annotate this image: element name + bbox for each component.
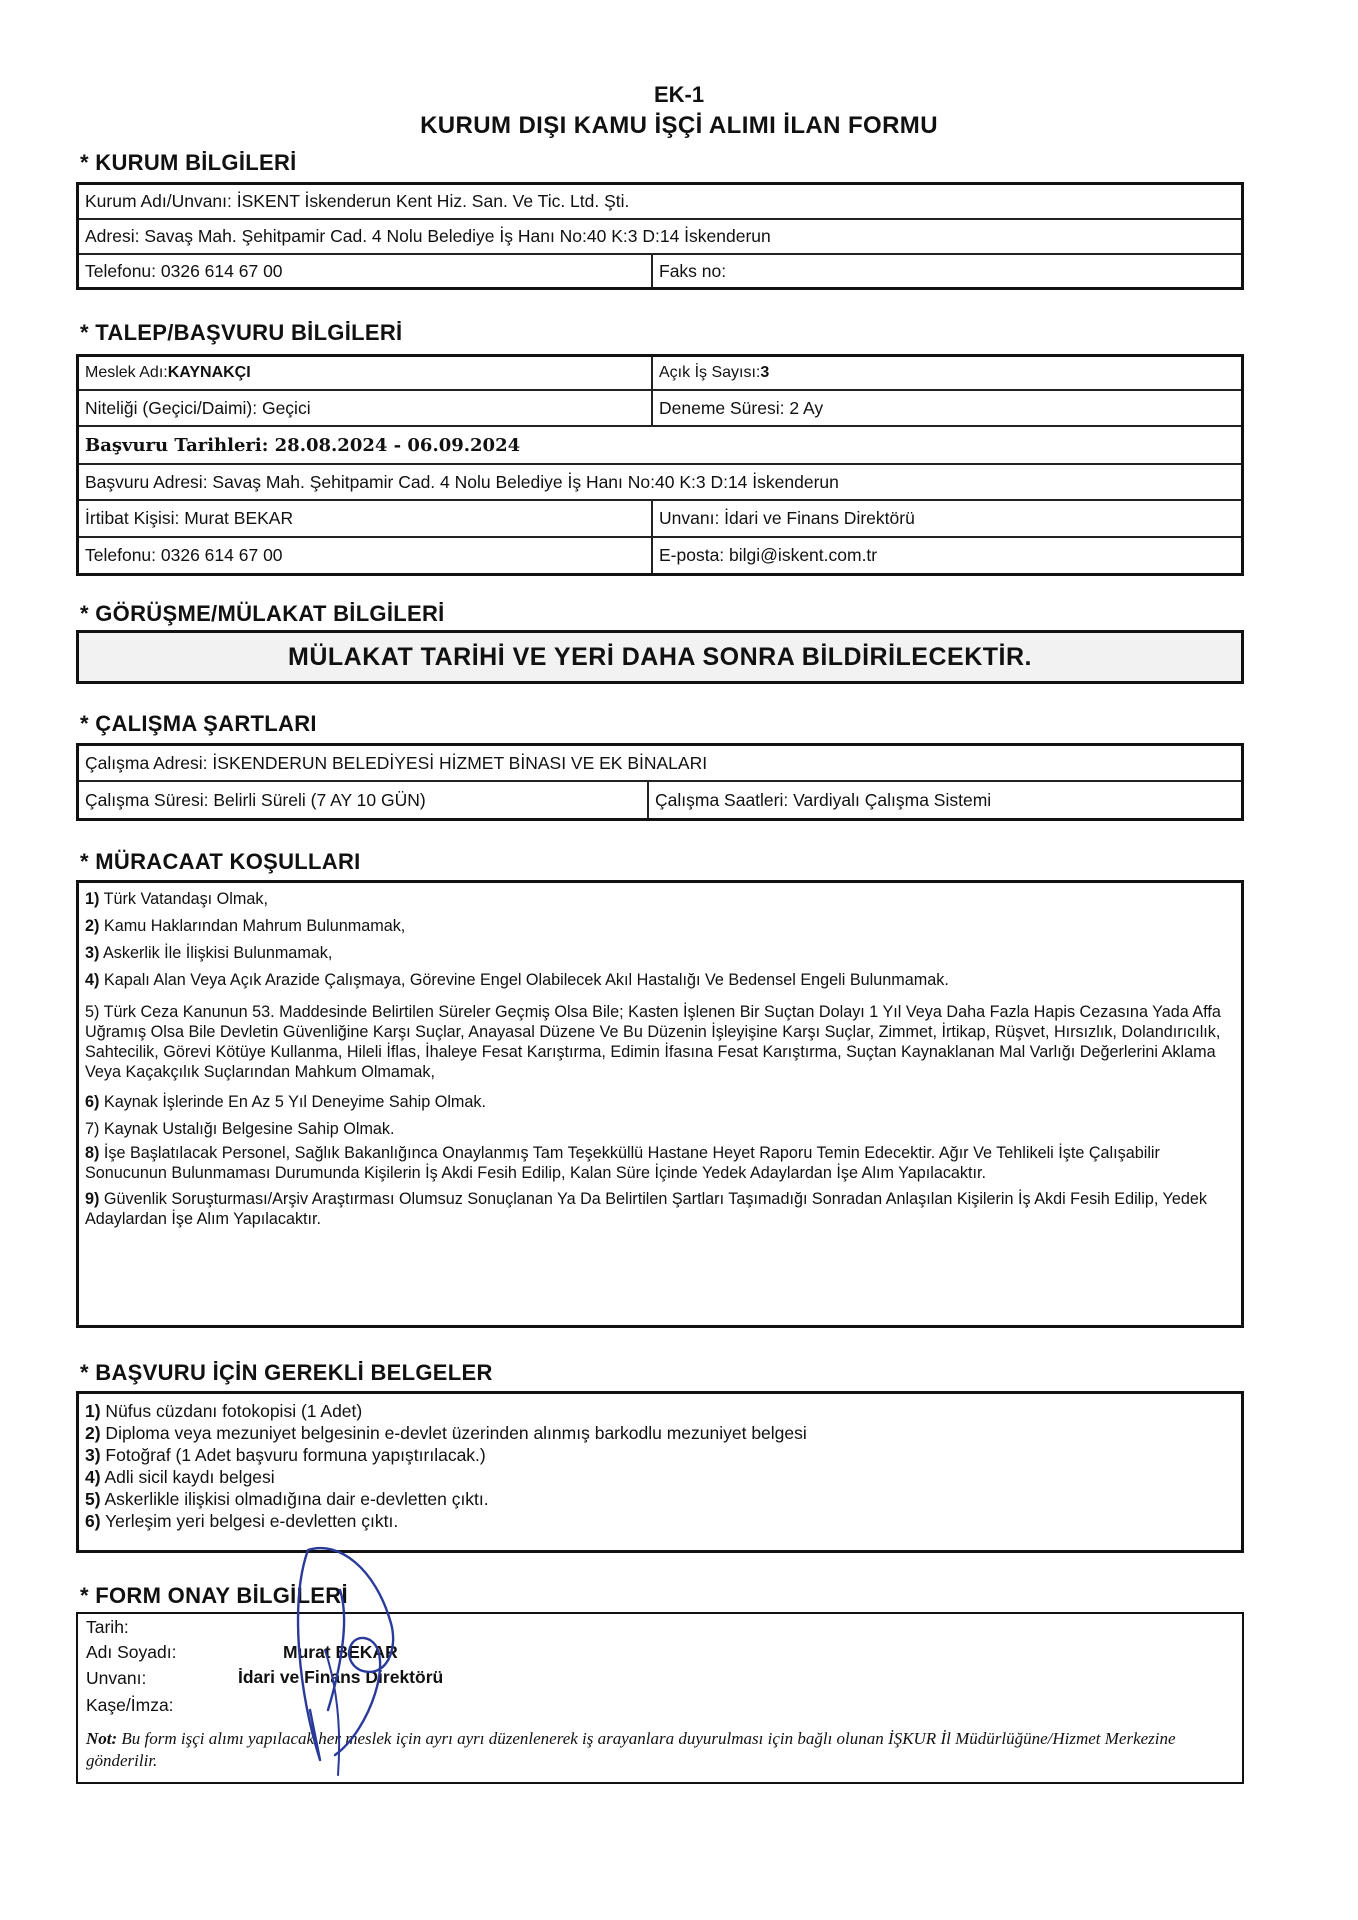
belge-item-2: 2) Diploma veya mezuniyet belgesinin e-devlet üzerinden alınmış barkodlu mezuniyet belgesi bbox=[85, 1423, 807, 1443]
talep-telefon: Telefonu: 0326 614 67 00 bbox=[79, 538, 653, 573]
belge-item-3: 3) Fotoğraf (1 Adet başvuru formuna yapıştırılacak.) bbox=[85, 1445, 486, 1465]
note-label: Not: bbox=[86, 1729, 118, 1748]
kurum-adres: Adresi: Savaş Mah. Şehitpamir Cad. 4 Nolu Belediye İş Hanı No:40 K:3 D:14 İskenderun bbox=[85, 226, 771, 246]
irtibat-unvani: Unvanı: İdari ve Finans Direktörü bbox=[659, 508, 915, 528]
section-title-kurum: * KURUM BİLGİLERİ bbox=[80, 150, 297, 175]
mulakat-banner: MÜLAKAT TARİHİ VE YERİ DAHA SONRA BİLDİRİLECEKTİR. bbox=[76, 630, 1244, 684]
adsoyad-value: Murat BEKAR bbox=[283, 1642, 398, 1662]
acik-is-sayisi bbox=[653, 357, 1241, 389]
talep-eposta: E-posta: bilgi@iskent.com.tr bbox=[659, 545, 878, 565]
unvan-label: Unvanı: bbox=[86, 1668, 147, 1688]
muracaat-item-5: 5) Türk Ceza Kanunun 53. Maddesinde Belirtilen Süreler Geçmiş Olsa Bile; Kasten İşlenen Bir Suçtan Dolayı 1 Yıl Veya Daha Fazla Hapis Cezasına Yada Affa Uğramış Olsa Bile Devletin Güvenliğine Karşı Suçlar, Anayasal Düzene Ve Bu Düzenin İşleyişine Karşı Suçlar, Zimmet, İrtikap, Rüşvet, Hırsızlık, Dolandırıcılık, Sahtecilik, Görevi Kötüye Kullanma, Hileli İflas, İhaleye Fesat Karıştırma, Edimin İfasına Fesat Karıştırma, Suçtan Kaynaklanan Mal Varlığı Değerlerini Aklama Veya Kaçakçılık Suçlarından Mahkum Olmamak, bbox=[85, 1003, 1221, 1081]
muracaat-item-1: 1) Türk Vatandaşı Olmak, bbox=[85, 890, 268, 908]
belge-item-1: 1) Nüfus cüzdanı fotokopisi (1 Adet) bbox=[85, 1401, 363, 1421]
signature-mark bbox=[280, 1530, 430, 1790]
section-title-talep: * TALEP/BAŞVURU BİLGİLERİ bbox=[80, 320, 403, 345]
belge-item-5: 5) Askerlikle ilişkisi olmadığına dair e-devletten çıktı. bbox=[85, 1489, 489, 1509]
acik-is-label: Açık İş Sayısı: bbox=[659, 364, 761, 381]
calisma-saatleri: Çalışma Saatleri: Vardiyalı Çalışma Sistemi bbox=[655, 789, 992, 810]
muracaat-item-7: 7) Kaynak Ustalığı Belgesine Sahip Olmak. bbox=[85, 1120, 395, 1138]
kase-label: Kaşe/İmza: bbox=[86, 1695, 174, 1715]
form-note bbox=[86, 1728, 1236, 1772]
irtibat-kisisi: İrtibat Kişisi: Murat BEKAR bbox=[79, 501, 653, 536]
kurum-table bbox=[76, 182, 1244, 290]
section-title-belgeler: * BAŞVURU İÇİN GEREKLİ BELGELER bbox=[80, 1360, 493, 1385]
kurum-row-adi bbox=[79, 185, 1241, 220]
kurum-telefon: Telefonu: 0326 614 67 00 bbox=[79, 255, 653, 287]
note-text: Bu form işçi alımı yapılacak her meslek için ayrı ayrı düzenlenerek iş arayanlara duyurulması için bağlı olunan İŞKUR İl Müdürlüğüne/Hizmet Merkezine gönderilir. bbox=[86, 1729, 1176, 1770]
calisma-table bbox=[76, 743, 1244, 821]
talep-row-tarih bbox=[79, 427, 1241, 465]
meslek-label: Meslek Adı: bbox=[85, 364, 168, 381]
section-title-calisma: * ÇALIŞMA ŞARTLARI bbox=[80, 711, 317, 736]
meslek-value: KAYNAKÇI bbox=[167, 364, 251, 381]
ek-label: EK-1 bbox=[653, 82, 705, 107]
muracaat-item-4: 4) Kapalı Alan Veya Açık Arazide Çalışmaya, Görevine Engel Olabilecek Akıl Hastalığı Ve Bedensel Engeli Bulunmamak. bbox=[85, 971, 949, 989]
talep-row-nitelik bbox=[79, 391, 1241, 427]
section-title-muracaat: * MÜRACAAT KOŞULLARI bbox=[80, 849, 361, 874]
talep-row-meslek bbox=[79, 357, 1241, 391]
belge-item-4: 4) Adli sicil kaydı belgesi bbox=[85, 1467, 275, 1487]
belgeler-list bbox=[76, 1391, 1244, 1553]
kurum-row-iletisim bbox=[79, 255, 1241, 287]
basvuru-tarihleri: Başvuru Tarihleri: 28.08.2024 - 06.09.2024 bbox=[85, 434, 521, 456]
muracaat-item-6: 6) Kaynak İşlerinde En Az 5 Yıl Deneyime Sahip Olmak. bbox=[85, 1093, 487, 1111]
muracaat-item-9: 9) Güvenlik Soruşturması/Arşiv Araştırması Olumsuz Sonuçlanan Ya Da Belirtilen Şartları Taşımadığı Sonradan Anlaşılan Kişilerin İş Akdi Fesih Edilip, Yedek Adaylardan İşe Alım Yapılacaktır. bbox=[85, 1190, 1207, 1228]
kurum-adi: Kurum Adı/Unvanı: İSKENT İskenderun Kent Hiz. San. Ve Tic. Ltd. Şti. bbox=[85, 191, 630, 211]
basvuru-adresi: Başvuru Adresi: Savaş Mah. Şehitpamir Cad. 4 Nolu Belediye İş Hanı No:40 K:3 D:14 İskenderun bbox=[85, 471, 839, 492]
section-title-onay: * FORM ONAY BİLGİLERİ bbox=[80, 1583, 348, 1608]
calisma-suresi: Çalışma Süresi: Belirli Süreli (7 AY 10 GÜN) bbox=[79, 782, 649, 818]
adsoyad-label: Adı Soyadı: bbox=[86, 1642, 177, 1662]
talep-row-iletisim bbox=[79, 538, 1241, 573]
acik-is-value: 3 bbox=[760, 364, 770, 381]
calisma-adresi: Çalışma Adresi: İSKENDERUN BELEDİYESİ HİZMET BİNASI VE EK BİNALARI bbox=[85, 752, 708, 773]
muracaat-item-8: 8) İşe Başlatılacak Personel, Sağlık Bakanlığınca Onaylanmış Tam Teşekküllü Hastane Heyet Raporu Temin Edecektir. Ağır Ve Tehlikeli İşte Çalışabilir Sonucunun Bulunmaması Durumunda Kişilerin İş Akdi Fesih Edilip, Kalan Süre İçinde Yedek Adaylardan İşe Alım Yapılacaktır. bbox=[85, 1144, 1160, 1182]
tarih-label: Tarih: bbox=[86, 1617, 129, 1637]
calisma-row-sure bbox=[79, 782, 1241, 818]
kurum-row-adres bbox=[79, 220, 1241, 255]
talep-row-irtibat bbox=[79, 501, 1241, 538]
deneme-suresi: Deneme Süresi: 2 Ay bbox=[659, 397, 824, 418]
form-title: KURUM DIŞI KAMU İŞÇİ ALIMI İLAN FORMU bbox=[420, 112, 938, 139]
belge-item-6: 6) Yerleşim yeri belgesi e-devletten çıktı. bbox=[85, 1511, 399, 1531]
kurum-faks: Faks no: bbox=[659, 260, 727, 281]
talep-row-adres bbox=[79, 465, 1241, 501]
talep-table bbox=[76, 354, 1244, 576]
calisma-row-adres bbox=[79, 746, 1241, 782]
section-title-gorusme: * GÖRÜŞME/MÜLAKAT BİLGİLERİ bbox=[80, 601, 445, 626]
niteligi: Niteliği (Geçici/Daimi): Geçici bbox=[79, 391, 653, 425]
muracaat-item-3: 3) Askerlik İle İlişkisi Bulunmamak, bbox=[85, 944, 333, 962]
muracaat-item-2: 2) Kamu Haklarından Mahrum Bulunmamak, bbox=[85, 917, 406, 935]
muracaat-list bbox=[76, 880, 1244, 1328]
meslek-adi bbox=[79, 357, 653, 389]
unvan-value: İdari ve Finans Direktörü bbox=[238, 1667, 444, 1687]
onay-box bbox=[76, 1612, 1244, 1784]
